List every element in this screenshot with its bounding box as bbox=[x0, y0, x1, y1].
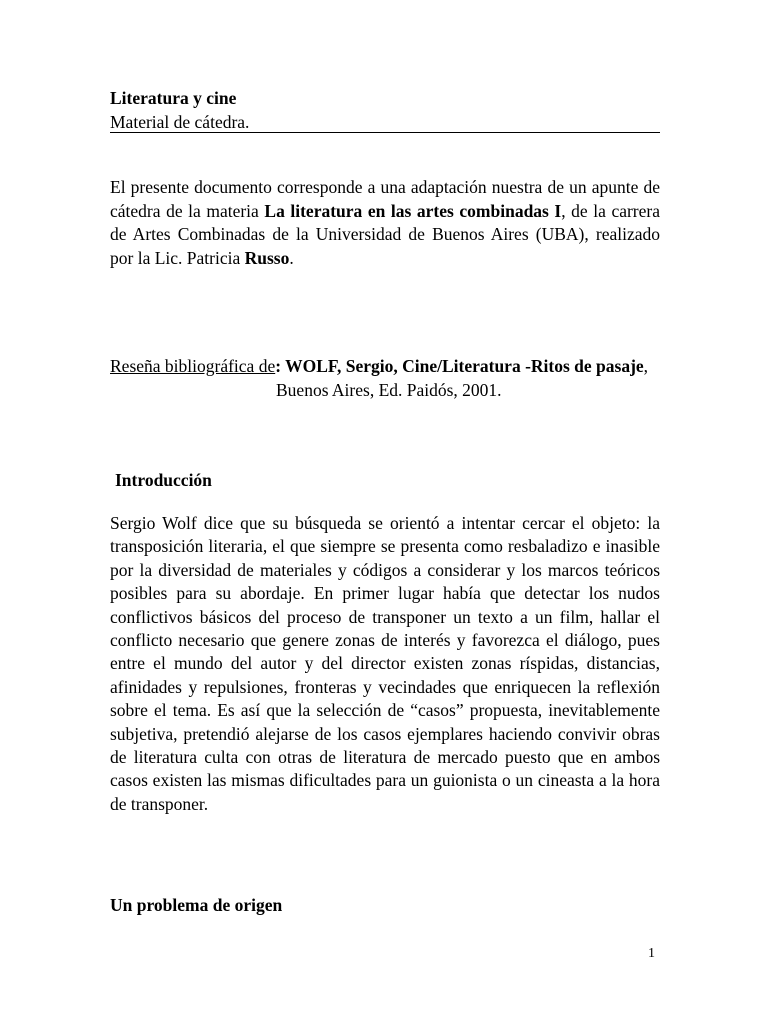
intro-text-3: . bbox=[289, 247, 294, 268]
intro-text-1: El presente documento corresponde a una adaptación nuestra de un apunte de cátedra de la materia bbox=[110, 177, 660, 221]
review-reference bbox=[110, 355, 660, 402]
section-heading-problema: Un problema de origen bbox=[110, 895, 283, 915]
review-comma: , bbox=[643, 356, 649, 376]
review-label-colon: : bbox=[275, 356, 286, 376]
intro-paragraph bbox=[110, 176, 660, 270]
section-body-introduccion: Sergio Wolf dice que su búsqueda se orientó a intentar cercar el objeto: la transposición literaria, el que siempre se presenta como resbaladizo e inasible por la diversidad de materiales y códigos a considerar y los marcos teóricos posibles para su abordaje. En primer lugar había que detectar los nudos conflictivos básicos del proceso de transponer un texto a un film, hallar el conflicto necesario que genere zonas de interés y favorezca el diálogo, pues entre el mundo del autor y del director existen zonas ríspidas, distancias, afinidades y repulsiones, fronteras y vecindades que enriquecen la reflexión sobre el tema. Es así que la selección de “casos” propuesta, inevitablemente subjetiva, pretendió alejarse de los casos ejemplares haciendo convivir obras de literatura culta con otras de literatura de mercado puesto que en ambos casos existen las mismas dificultades para un guionista o un cineasta a la hora de transponer. bbox=[110, 513, 660, 814]
intro-text-2: , de la carrera de Artes Combinadas de la Universidad de Buenos Aires (UBA), realizado por la Lic. Patricia bbox=[110, 200, 660, 268]
page-number: 1 bbox=[648, 946, 655, 961]
section-heading-introduccion: Introducción bbox=[115, 470, 212, 490]
intro-subject: La literatura en las artes combinadas I bbox=[264, 200, 562, 221]
document-header bbox=[110, 86, 660, 134]
review-source: Buenos Aires, Ed. Paidós, 2001. bbox=[276, 379, 502, 400]
document-page bbox=[110, 0, 660, 1024]
review-label: Reseña bibliográfica de bbox=[110, 356, 276, 376]
intro-author: Russo bbox=[244, 247, 290, 268]
review-reference-text: WOLF, Sergio, Cine/Literatura -Ritos de pasaje bbox=[285, 356, 644, 376]
document-subtitle: Material de cátedra. bbox=[110, 112, 250, 132]
document-title: Literatura y cine bbox=[110, 88, 237, 108]
header-rule bbox=[110, 132, 660, 133]
